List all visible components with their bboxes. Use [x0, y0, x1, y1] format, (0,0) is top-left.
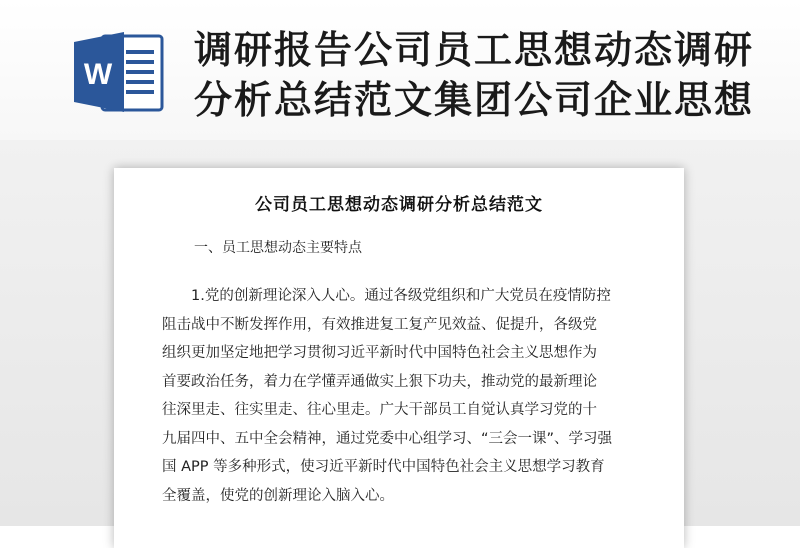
paragraph-line: 阻击战中不断发挥作用，有效推进复工复产见效益、促提升，各级党 — [162, 316, 597, 333]
paragraph-line: 1.党的创新理论深入人心。通过各级党组织和广大党员在疫情防控 — [191, 288, 611, 304]
banner — [0, 0, 800, 140]
paragraph-line: 九届四中、五中全会精神，通过党委中心组学习、“三会一课”、学习强 — [162, 430, 613, 447]
paragraph-line: 国 APP 等多种形式，使习近平新时代中国特色社会主义思想学习教育 — [162, 459, 605, 475]
document-page — [114, 168, 684, 548]
paragraph-line: 往深里走、往实里走、往心里走。广大干部员工自觉认真学习党的十 — [162, 402, 597, 418]
document-title: 公司员工思想动态调研分析总结范文 — [255, 195, 543, 215]
paragraph-line: 首要政治任务，着力在学懂弄通做实上狠下功夫，推动党的最新理论 — [162, 373, 597, 390]
body-paragraph — [162, 282, 662, 510]
paragraph-line: 组织更加坚定地把学习贯彻习近平新时代中国特色社会主义思想作为 — [162, 345, 597, 361]
word-icon-letter: W — [83, 58, 113, 91]
section-heading: 一、员工思想动态主要特点 — [194, 240, 362, 256]
paragraph-line: 全覆盖，使党的创新理论入脑入心。 — [162, 487, 394, 504]
banner-title-line-2: 分析总结范文集团公司企业思想 — [194, 78, 755, 122]
banner-title-line-1: 调研报告公司员工思想动态调研 — [194, 28, 755, 72]
word-document-icon — [74, 30, 166, 114]
